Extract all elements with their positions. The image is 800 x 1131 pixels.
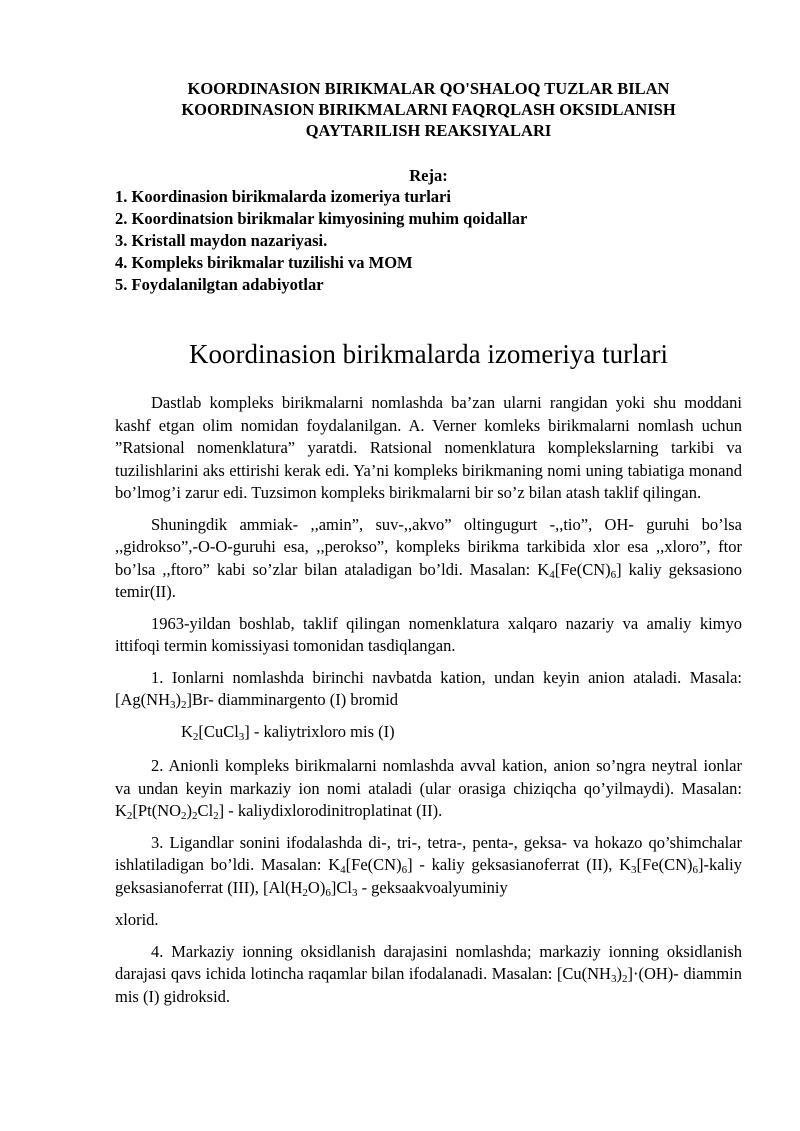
rule-4-text: 4. Markaziy ionning oksidlanish darajasini nomlashda; markaziy ionning oksidlanish darajasi qavs ichida lotincha raqamlar bilan ifodalanadi. Masalan: <box>115 941 742 983</box>
title-line-3: QAYTARILISH REAKSIYALARI <box>305 121 552 140</box>
rule-1 <box>115 667 742 712</box>
formula: $K_4[Fe(CN)_6]$ <box>537 559 622 581</box>
rule-3-tail-1: - kaliy geksasianoferrat (II), <box>419 855 613 874</box>
plan-item: 5. Foydalanilgtan adabiyotlar <box>115 275 324 294</box>
formula: $K_4[Fe(CN)_6]$ <box>328 855 413 876</box>
paragraph-2 <box>115 514 742 604</box>
rule-2 <box>115 755 742 823</box>
rule-3 <box>115 832 742 900</box>
plan-item: 2. Koordinatsion birikmalar kimyosining muhim qoidallar <box>115 209 528 228</box>
rule-2-tail: - kaliydixlorodinitroplatinat (II). <box>228 801 443 820</box>
rule-4 <box>115 941 742 1009</box>
rule-2-text: 2. Anionli kompleks birikmalarni nomlashda avval kation, anion so’ngra neytral ionlar va undan keyin markaziy ion nomi ataladi (ular orasiga chiziqcha qo’yilmaydi). Masalan: <box>115 756 742 798</box>
formula: $K_2[Pt(NO_2)_2Cl_2]$ <box>115 801 225 822</box>
rule-3-text: 3. Ligandlar sonini ifodalashda di-, tri-, tetra-, penta-, geksa- va hokazo qo’shimchalar ishlatiladigan bo’ldi. Masalan: <box>115 832 742 874</box>
rule-1-example <box>115 721 742 744</box>
section-heading: Koordinasion birikmalarda izomeriya turlari <box>188 339 669 369</box>
paragraph-1: Dastlab kompleks birikmalarni nomlashda ba’zan ularni rangidan yoki shu moddani kashf etgan olim nomidan foydalanilgan. A. Verner komleks birikmalarni nomlash uchun ”Ratsional nomenklatura” yaratdi. Ratsional nomenklatura komplekslarning tarkibi va tuzilishlarini aks ettirishi kerak edi. Ya’ni kompleks birikmaning nomi uning tabiatiga monand bo’lmog’i zarur edi. Tuzsimon kompleks birikmalarni bir so’z bilan atash taklif qilingan. <box>115 393 742 502</box>
plan-item: 4. Kompleks birikmalar tuzilishi va MOM <box>115 253 413 272</box>
rule-3-tail-3: - geksaakvoalyuminiy <box>361 877 508 897</box>
formula: $[Al(H_2O)_6]Cl_3$ <box>262 877 358 899</box>
title-line-1: KOORDINASION BIRIKMALAR QO'SHALOQ TUZLAR BILAN <box>187 79 670 98</box>
rule-1-text: 1. Ionlarni nomlashda birinchi navbatda kation, undan keyin anion ataladi. Masala: <box>151 667 742 687</box>
plan-item: 1. Koordinasion birikmalarda izomeriya turlari <box>115 187 451 206</box>
rule-1-tail: - diamminargento (I) bromid <box>208 690 399 709</box>
formula: $[Cu(NH_3)_2]\cdot(OH)$ <box>556 964 674 985</box>
document-title <box>115 78 742 141</box>
paragraph-2-text: Shuningdik ammiak- ,,amin”, suv-,,akvo” oltingugurt -,,tio”, OH- guruhi bo’lsa ,,gidrokso”,-O-O-guruhi esa, ,,perokso”, kompleks birikma tarkibida xlor esa ,,xloro”, ftor bo’lsa ,,ftoro” kabi so’zlar bilan ataladigan bo’ldi. Masalan: <box>115 514 742 579</box>
formula: $K_3[Fe(CN)_6]$ <box>619 855 704 876</box>
rule-3-tail-2: -kaliy geksasianoferrat (III), <box>115 855 742 897</box>
formula: $K_2[CuCl_3]$ <box>181 721 250 743</box>
rule-3-continuation: xlorid. <box>115 910 159 929</box>
rule-1-example-tail: - kaliytrixloro mis (I) <box>253 721 395 741</box>
paragraph-3: 1963-yildan boshlab, taklif qilingan nomenklatura xalqaro nazariy va amaliy kimyo ittifoqi termin komissiyasi tomonidan tasdiqlangan. <box>115 613 742 655</box>
formula: $[Ag(NH_3)_2]Br$ <box>115 690 209 711</box>
paragraph-2-tail: kaliy geksasiono temir(II). <box>115 559 743 601</box>
rule-4-tail: - diammin mis (I) gidroksid. <box>115 964 742 1006</box>
title-line-2: KOORDINASION BIRIKMALARNI FAQRQLASH OKSIDLANISH <box>181 100 676 119</box>
section-body <box>115 392 742 1017</box>
plan-item: 3. Kristall maydon nazariyasi. <box>115 231 328 250</box>
plan-heading: Reja: <box>409 166 448 185</box>
plan-list <box>115 186 742 296</box>
